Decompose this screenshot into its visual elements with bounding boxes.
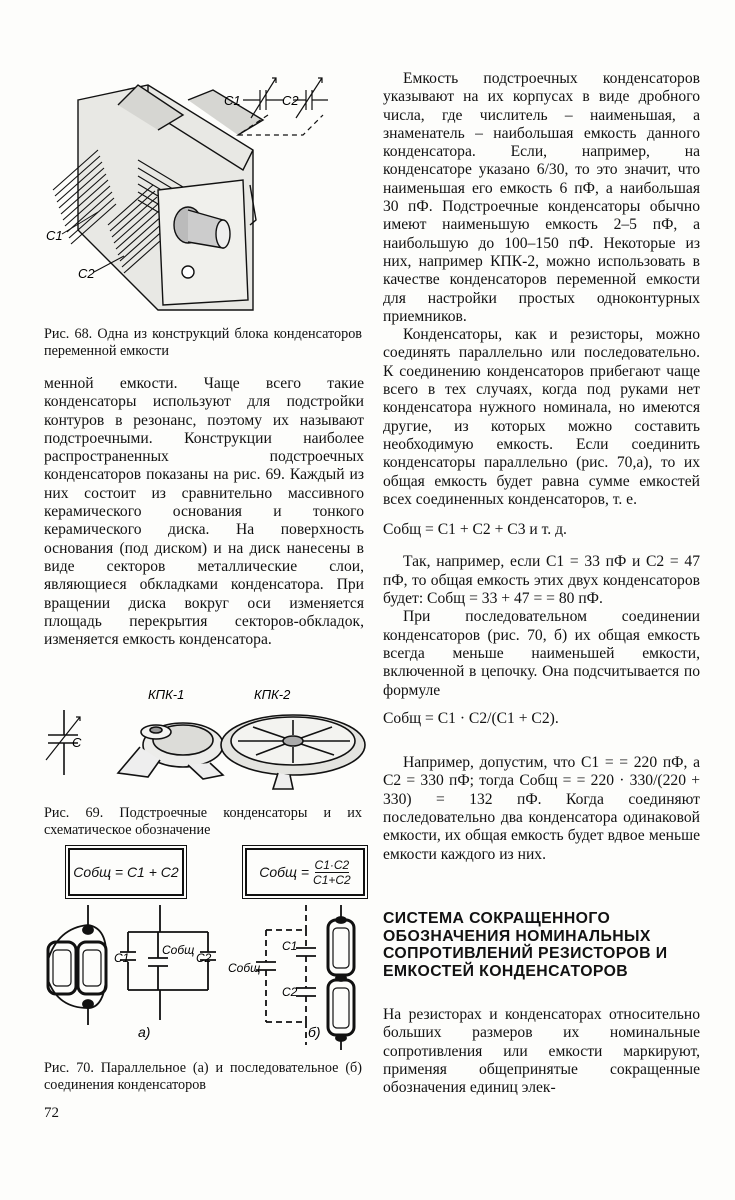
fig70-label-cobsh-b: Cобщ xyxy=(228,961,261,975)
fig69-label-kpk2: КПК-2 xyxy=(254,687,291,702)
right-paragraph-2: Конденсаторы, как и резисторы, можно соединять параллельно или последовательно. К соединению конденсаторов прибегают чаще всего в тех случаях, когда под руками нет конденсатора нужного номинала, но имеются другие, из которых можно составить необходимую емкость. Если соединить конденсаторы параллельно (рис. 70,а), то их общая емкость будет равна сумме емкостей всех соединенных конденсаторов, т. е. xyxy=(383,326,700,508)
page-number: 72 xyxy=(44,1105,59,1121)
fig68-caption: Рис. 68. Одна из конструкций блока конденсаторов переменной емкости xyxy=(44,326,362,359)
right-paragraph-5: Например, допустим, что C1 = = 220 пФ, а C2 = 330 пФ; тогда Cобщ = = 220 · 330/(220 + 330) = 132 пФ. Когда соединяют последовательно два конденсатора одинаковой емкости, их общая емкость будет вдвое меньше емкости каждого из них. xyxy=(383,754,700,863)
right-paragraph-4: При последовательном соединении конденсаторов (рис. 70, б) их общая емкость всегда меньше наименьшей емкости, включенной в цепочку. Она подсчитывается по формуле xyxy=(383,608,700,699)
fig70-label-c1: C1 xyxy=(114,951,130,965)
fig70-label-b: б) xyxy=(308,1024,321,1040)
right-paragraph-6: На резисторах и конденсаторах относительно больших размеров их номинальные сопротивления или емкости маркируют, применяя общепринятые сокращенные обозначения единиц элек- xyxy=(383,1006,700,1097)
fig70-formula-series: Cобщ = $\frac{C1\cdot C2}{C1+C2}$ xyxy=(245,848,365,896)
fig69-label-kpk1: КПК-1 xyxy=(148,687,185,702)
fig70-label-cobsh-a: Cобщ xyxy=(162,943,195,957)
fig70-schematics xyxy=(38,900,368,1050)
formula-series: Cобщ = C1 · C2/(C1 + C2). xyxy=(383,709,559,727)
fig70-label-a: а) xyxy=(138,1024,151,1040)
fig68-illustration xyxy=(38,60,368,320)
right-paragraph-1: Емкость подстроечных конденсаторов указывают на их корпусах в виде дробного числа, где числитель – наименьшая, а знаменатель – наибольшая емкость данного конденсатора. Если, например, на конденсаторе указано 6/30, то это значит, что наименьшая его емкость 6 пФ, а наибольшая 30 пФ. Подстроечные конденсаторы обычно имеют наименьшую емкость 2–5 пФ, а наибольшую до 100–150 пФ. Некоторые из них, например КПК-2, можно использовать в качестве конденсаторов переменной емкости для настройки простых одноконтурных приемников. xyxy=(383,70,700,325)
right-column-bottom xyxy=(383,1006,700,1097)
fig69-label-c: C xyxy=(72,735,82,750)
right-column-text xyxy=(383,70,700,864)
fig68-diagram-label-c2: C2 xyxy=(282,93,299,108)
right-paragraph-3: Так, например, если C1 = 33 пФ и C2 = 47 пФ, то общая емкость этих двух конденсаторов будет: Cобщ = 33 + 47 = = 80 пФ. xyxy=(383,553,700,608)
fig70-label-c2-b: C2 xyxy=(282,985,298,999)
fig68-label-c1: C1 xyxy=(46,228,63,243)
fig70-label-c2: C2 xyxy=(196,951,212,965)
fig70-caption: Рис. 70. Параллельное (а) и последовательное (б) соединения конденсаторов xyxy=(44,1060,362,1093)
fig69-caption: Рис. 69. Подстроечные конденсаторы и их схематическое обозначение xyxy=(44,805,362,838)
formula-parallel: Cобщ = C1 + C2 + C3 и т. д. xyxy=(383,521,567,539)
fig68-diagram-label-c1: C1 xyxy=(224,93,241,108)
fig70-label-c1-b: C1 xyxy=(282,939,298,953)
fig69-illustration xyxy=(38,685,368,803)
left-column-text xyxy=(44,375,364,649)
fig68-label-c2: C2 xyxy=(78,266,95,281)
section-heading: СИСТЕМА СОКРАЩЕННОГО ОБОЗНАЧЕНИЯ НОМИНАЛЬНЫХ СОПРОТИВЛЕНИЙ РЕЗИСТОРОВ И ЕМКОСТЕЙ КОНДЕНСАТОРОВ xyxy=(383,910,668,980)
fig70-formula-parallel: Cобщ = C1 + C2 xyxy=(68,848,184,896)
left-paragraph-1: менной емкости. Чаще всего такие конденсаторы используют для подстройки контуров в резонанс, поэтому их называют подстроечными. Конструкции наиболее распространенных подстроечных конденсаторов показаны на рис. 69. Каждый из них состоит из сравнительно массивного керамического основания и тонкого керамического диска. На поверхность основания (под диском) и на диск нанесены в виде секторов металлические слои, являющиеся обкладками конденсатора. При вращении диска вокруг оси изменяется площадь перекрытия секторов-обкладок, изменяется емкость конденсатора. xyxy=(44,375,364,649)
